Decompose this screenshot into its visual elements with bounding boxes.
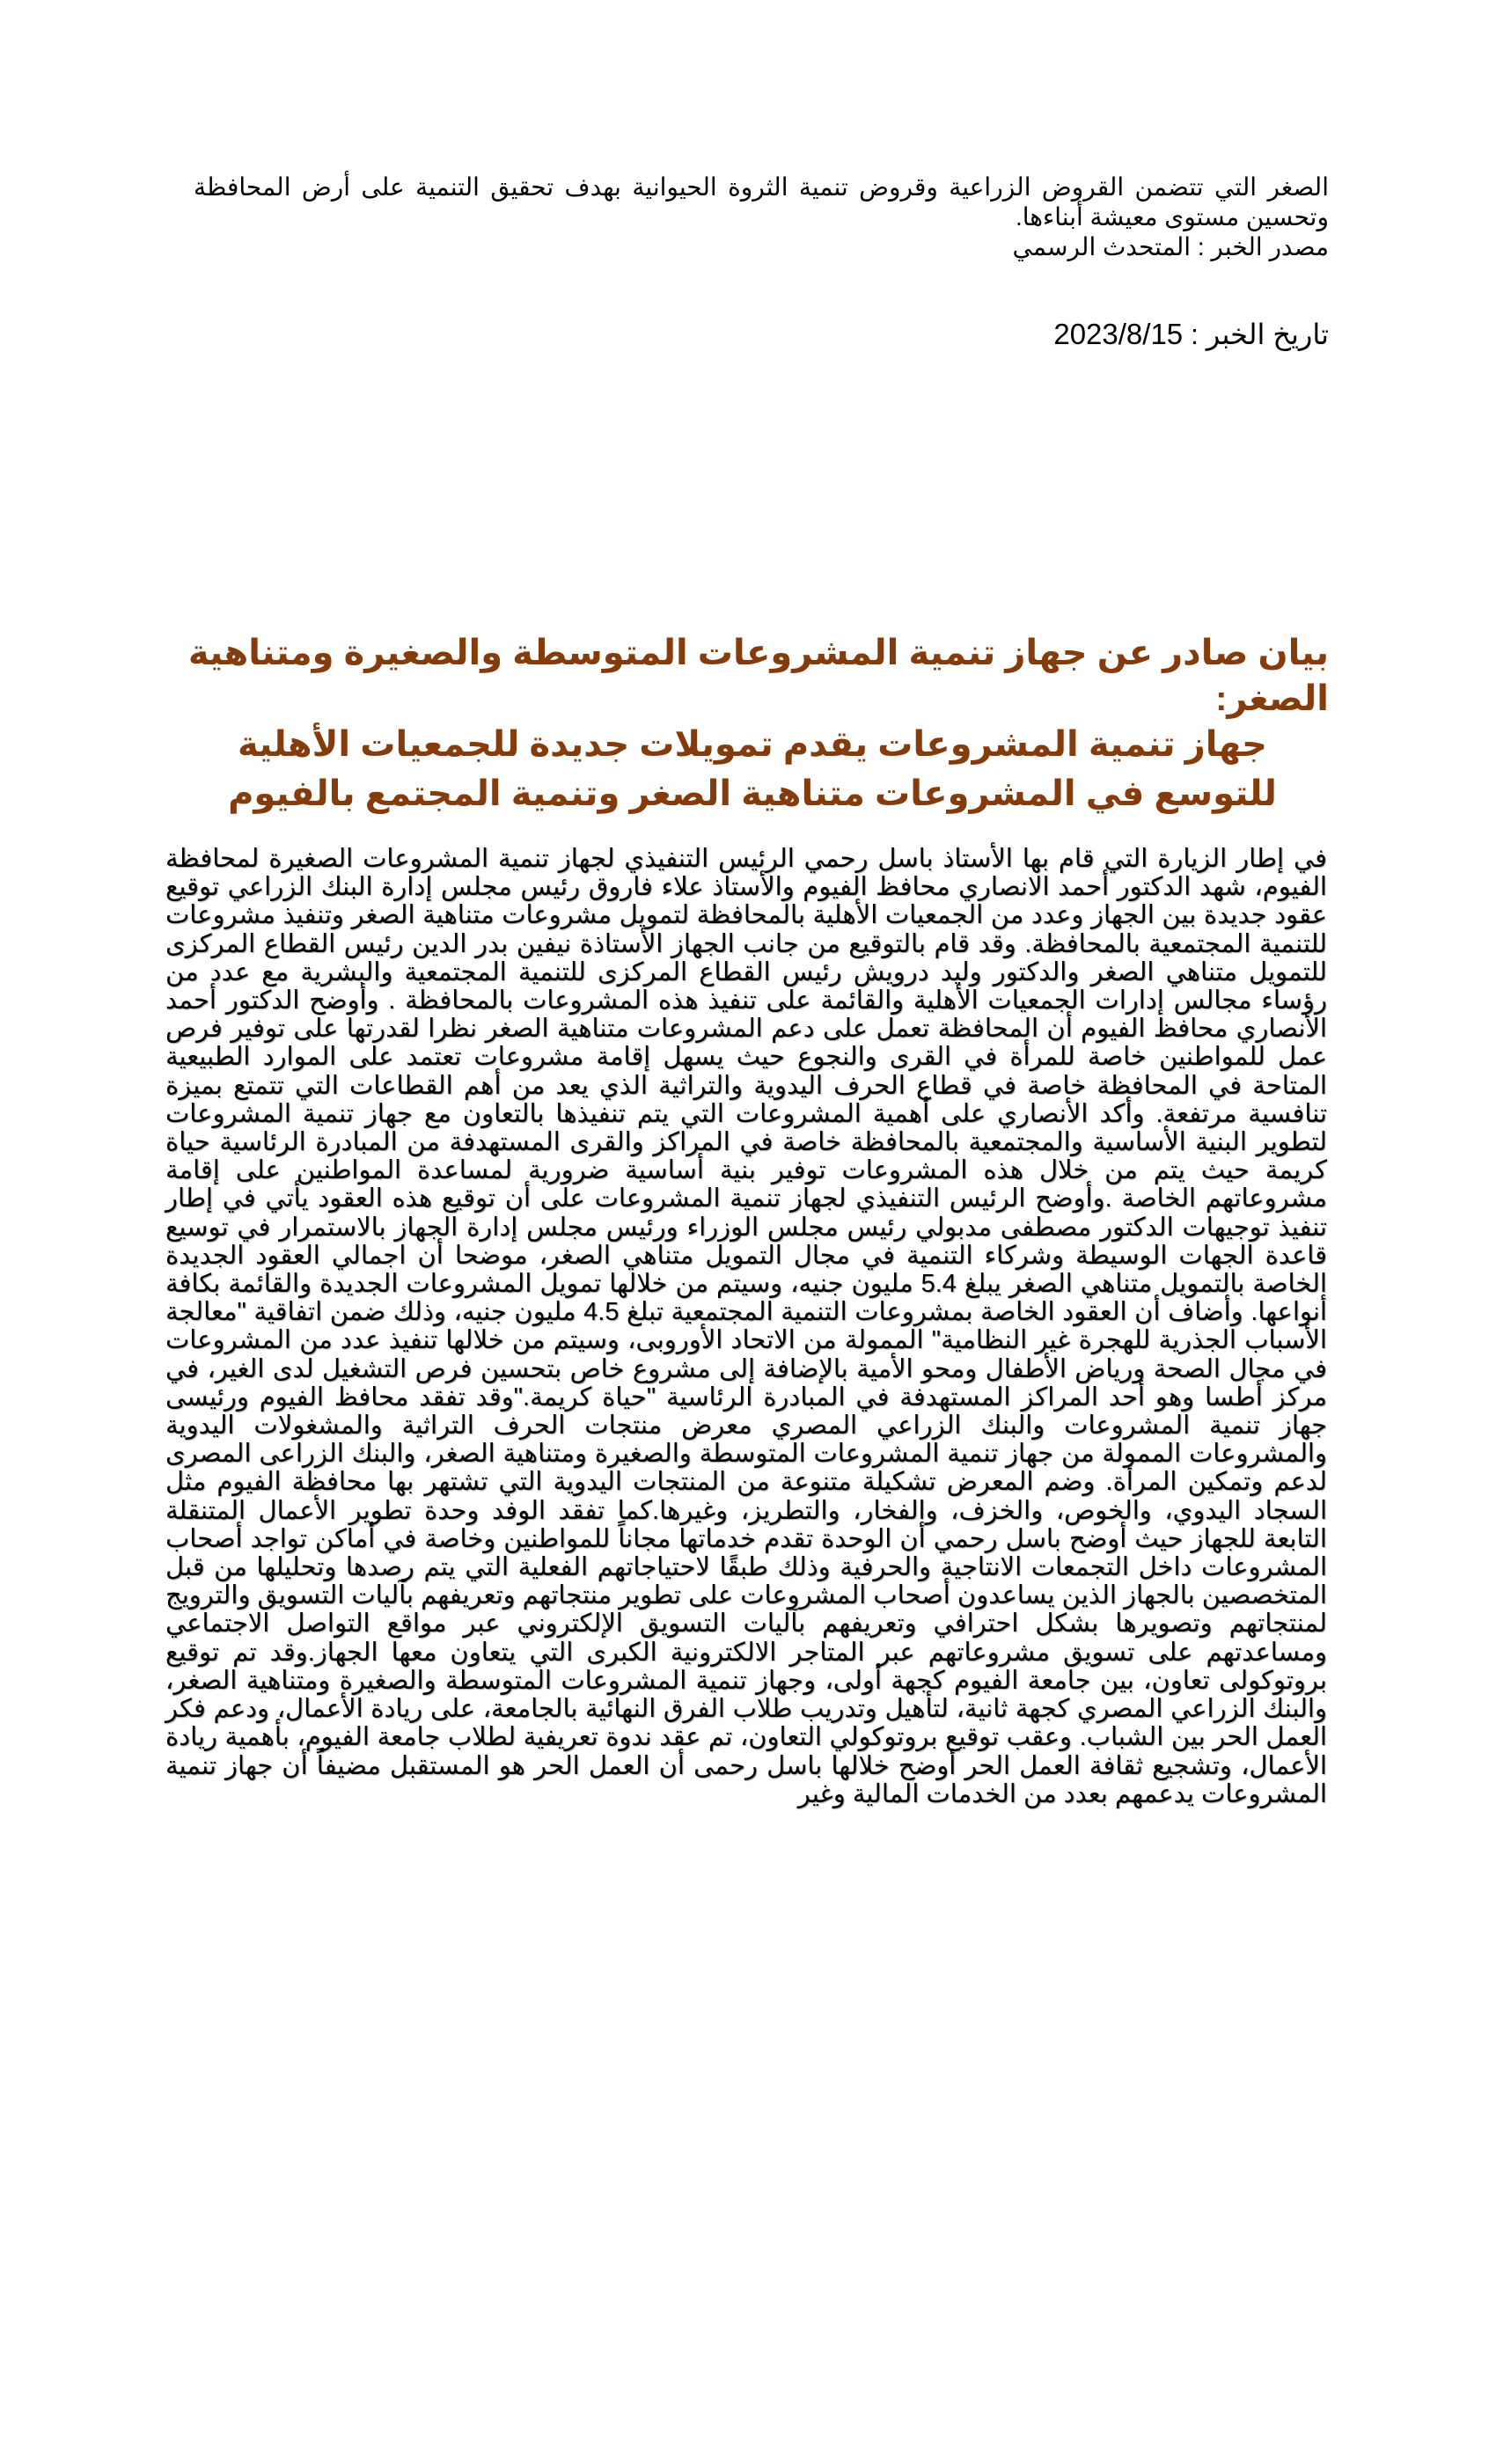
statement-title: بيان صادر عن جهاز تنمية المشروعات المتوسطة والصغيرة ومتناهية الصغر: <box>187 634 1329 718</box>
news-source: مصدر الخبر : المتحدث الرسمي <box>1012 233 1329 260</box>
news-date <box>1053 317 1329 352</box>
top-continuation-block <box>194 172 1329 262</box>
continuation-paragraph: الصغر التي تتضمن القروض الزراعية وقروض تنمية الثروة الحيوانية بهدف تحقيق التنمية على أرض المحافظة وتحسين مستوى معيشة أبناءها. <box>194 173 1329 231</box>
date-value: 2023/8/15 <box>1053 318 1184 350</box>
date-label: تاريخ الخبر : <box>1183 319 1329 350</box>
article-body: في إطار الزيارة التي قام بها الأستاذ باسل رحمي الرئيس التنفيذي لجهاز تنمية المشروعات الصغيرة لمحافظة الفيوم، شهد الدكتور أحمد الانصاري محافظ الفيوم والأستاذ علاء فاروق رئيس مجلس إدارة البنك الزراعي توقيع عقود جديدة بين الجهاز وعدد من الجمعيات الأهلية بالمحافظة لتمويل مشروعات متناهية الصغر وتنفيذ مشروعات للتنمية المجتمعية بالمحافظة. وقد قام بالتوقيع من جانب الجهاز الأستاذة نيفين بدر الدين رئيس القطاع المركزى للتمويل متناهي الصغر والدكتور وليد درويش رئيس القطاع المركزى للتنمية المجتمعية والبشرية مع عدد من رؤساء مجالس إدارات الجمعيات الأهلية والقائمة على تنفيذ هذه المشروعات بالمحافظة . وأوضح الدكتور أحمد الأنصاري محافظ الفيوم أن المحافظة تعمل على دعم المشروعات متناهية الصغر نظرا لقدرتها على توفير فرص عمل للمواطنين خاصة للمرأة في القرى والنجوع حيث يسهل إقامة مشروعات تعتمد على الموارد الطبيعية المتاحة في المحافظة خاصة في قطاع الحرف اليدوية والتراثية الذي يعد من أهم القطاعات التي تتمتع بميزة تنافسية مرتفعة. وأكد الأنصاري على أهمية المشروعات التي يتم تنفيذها بالتعاون مع جهاز تنمية المشروعات لتطوير البنية الأساسية والمجتمعية بالمحافظة خاصة في المراكز والقرى المستهدفة من المبادرة الرئاسية حياة كريمة حيث يتم من خلال هذه المشروعات توفير بنية أساسية ضرورية لمساعدة المواطنين على إقامة مشروعاتهم الخاصة .وأوضح الرئيس التنفيذي لجهاز تنمية المشروعات على أن توقيع هذه العقود يأتي في إطار تنفيذ توجيهات الدكتور مصطفى مدبولي رئيس مجلس الوزراء ورئيس مجلس إدارة الجهاز بالاستمرار في توسيع قاعدة الجهات الوسيطة وشركاء التنمية في مجال التمويل متناهي الصغر، موضحا أن اجمالي العقود الجديدة الخاصة بالتمويل متناهي الصغر يبلغ 5.4 مليون جنيه، وسيتم من خلالها تمويل المشروعات الجديدة والقائمة بكافة أنواعها. وأضاف أن العقود الخاصة بمشروعات التنمية المجتمعية تبلغ 4.5 مليون جنيه، وذلك ضمن اتفاقية "معالجة الأسباب الجذرية للهجرة غير النظامية" الممولة من الاتحاد الأوروبى، وسيتم من خلالها تنفيذ عدد من المشروعات في مجال الصحة ورياض الأطفال ومحو الأمية بالإضافة إلى مشروع خاص بتحسين فرص التشغيل لدى الغير، في مركز أطسا وهو أحد المراكز المستهدفة في المبادرة الرئاسية "حياة كريمة."وقد تفقد محافظ الفيوم ورئيسى جهاز تنمية المشروعات والبنك الزراعي المصري معرض منتجات الحرف التراثية والمشغولات اليدوية والمشروعات الممولة من جهاز تنمية المشروعات المتوسطة والصغيرة ومتناهية الصغر، والبنك الزراعى المصرى لدعم وتمكين المرأة. وضم المعرض تشكيلة متنوعة من المنتجات اليدوية التي تشتهر بها محافظة الفيوم مثل السجاد اليدوي، والخوص، والخزف، والفخار، والتطريز، وغيرها.كما تفقد الوفد وحدة تطوير الأعمال المتنقلة التابعة للجهاز حيث أوضح باسل رحمي أن الوحدة تقدم خدماتها مجاناً للمواطنين وخاصة في أماكن تواجد أصحاب المشروعات داخل التجمعات الانتاجية والحرفية وذلك طبقًا لاحتياجاتهم الفعلية التي يتم رصدها وتحليلها من قبل المتخصصين بالجهاز الذين يساعدون أصحاب المشروعات على تطوير منتجاتهم وتعريفهم بآليات التسويق والترويج لمنتجاتهم وتصويرها بشكل احترافي وتعريفهم بآليات التسويق الإلكتروني عبر مواقع التواصل الاجتماعي ومساعدتهم على تسويق مشروعاتهم عبر المتاجر الالكترونية الكبرى التي يتعاون معها الجهاز.وقد تم توقيع بروتوكولى تعاون، بين جامعة الفيوم كجهة أولى، وجهاز تنمية المشروعات المتوسطة والصغيرة ومتناهية الصغر، والبنك الزراعي المصري كجهة ثانية، لتأهيل وتدريب طلاب الفرق النهائية بالجامعة، على ريادة الأعمال، ودعم فكر العمل الحر بين الشباب. وعقب توقيع بروتوكولي التعاون، تم عقد ندوة تعريفية لطلاب جامعة الفيوم، بأهمية ريادة الأعمال، وتشجيع ثقافة العمل الحر أوضح خلالها باسل رحمى أن العمل الحر هو المستقبل مضيفاً أن جهاز تنمية المشروعات يدعمهم بعدد من الخدمات المالية وغير <box>165 845 1328 1808</box>
article-headline: جهاز تنمية المشروعات يقدم تمويلات جديدة للجمعيات الأهلية للتوسع في المشروعات متناهية الصغر وتنمية المجتمع بالفيوم <box>228 725 1277 813</box>
